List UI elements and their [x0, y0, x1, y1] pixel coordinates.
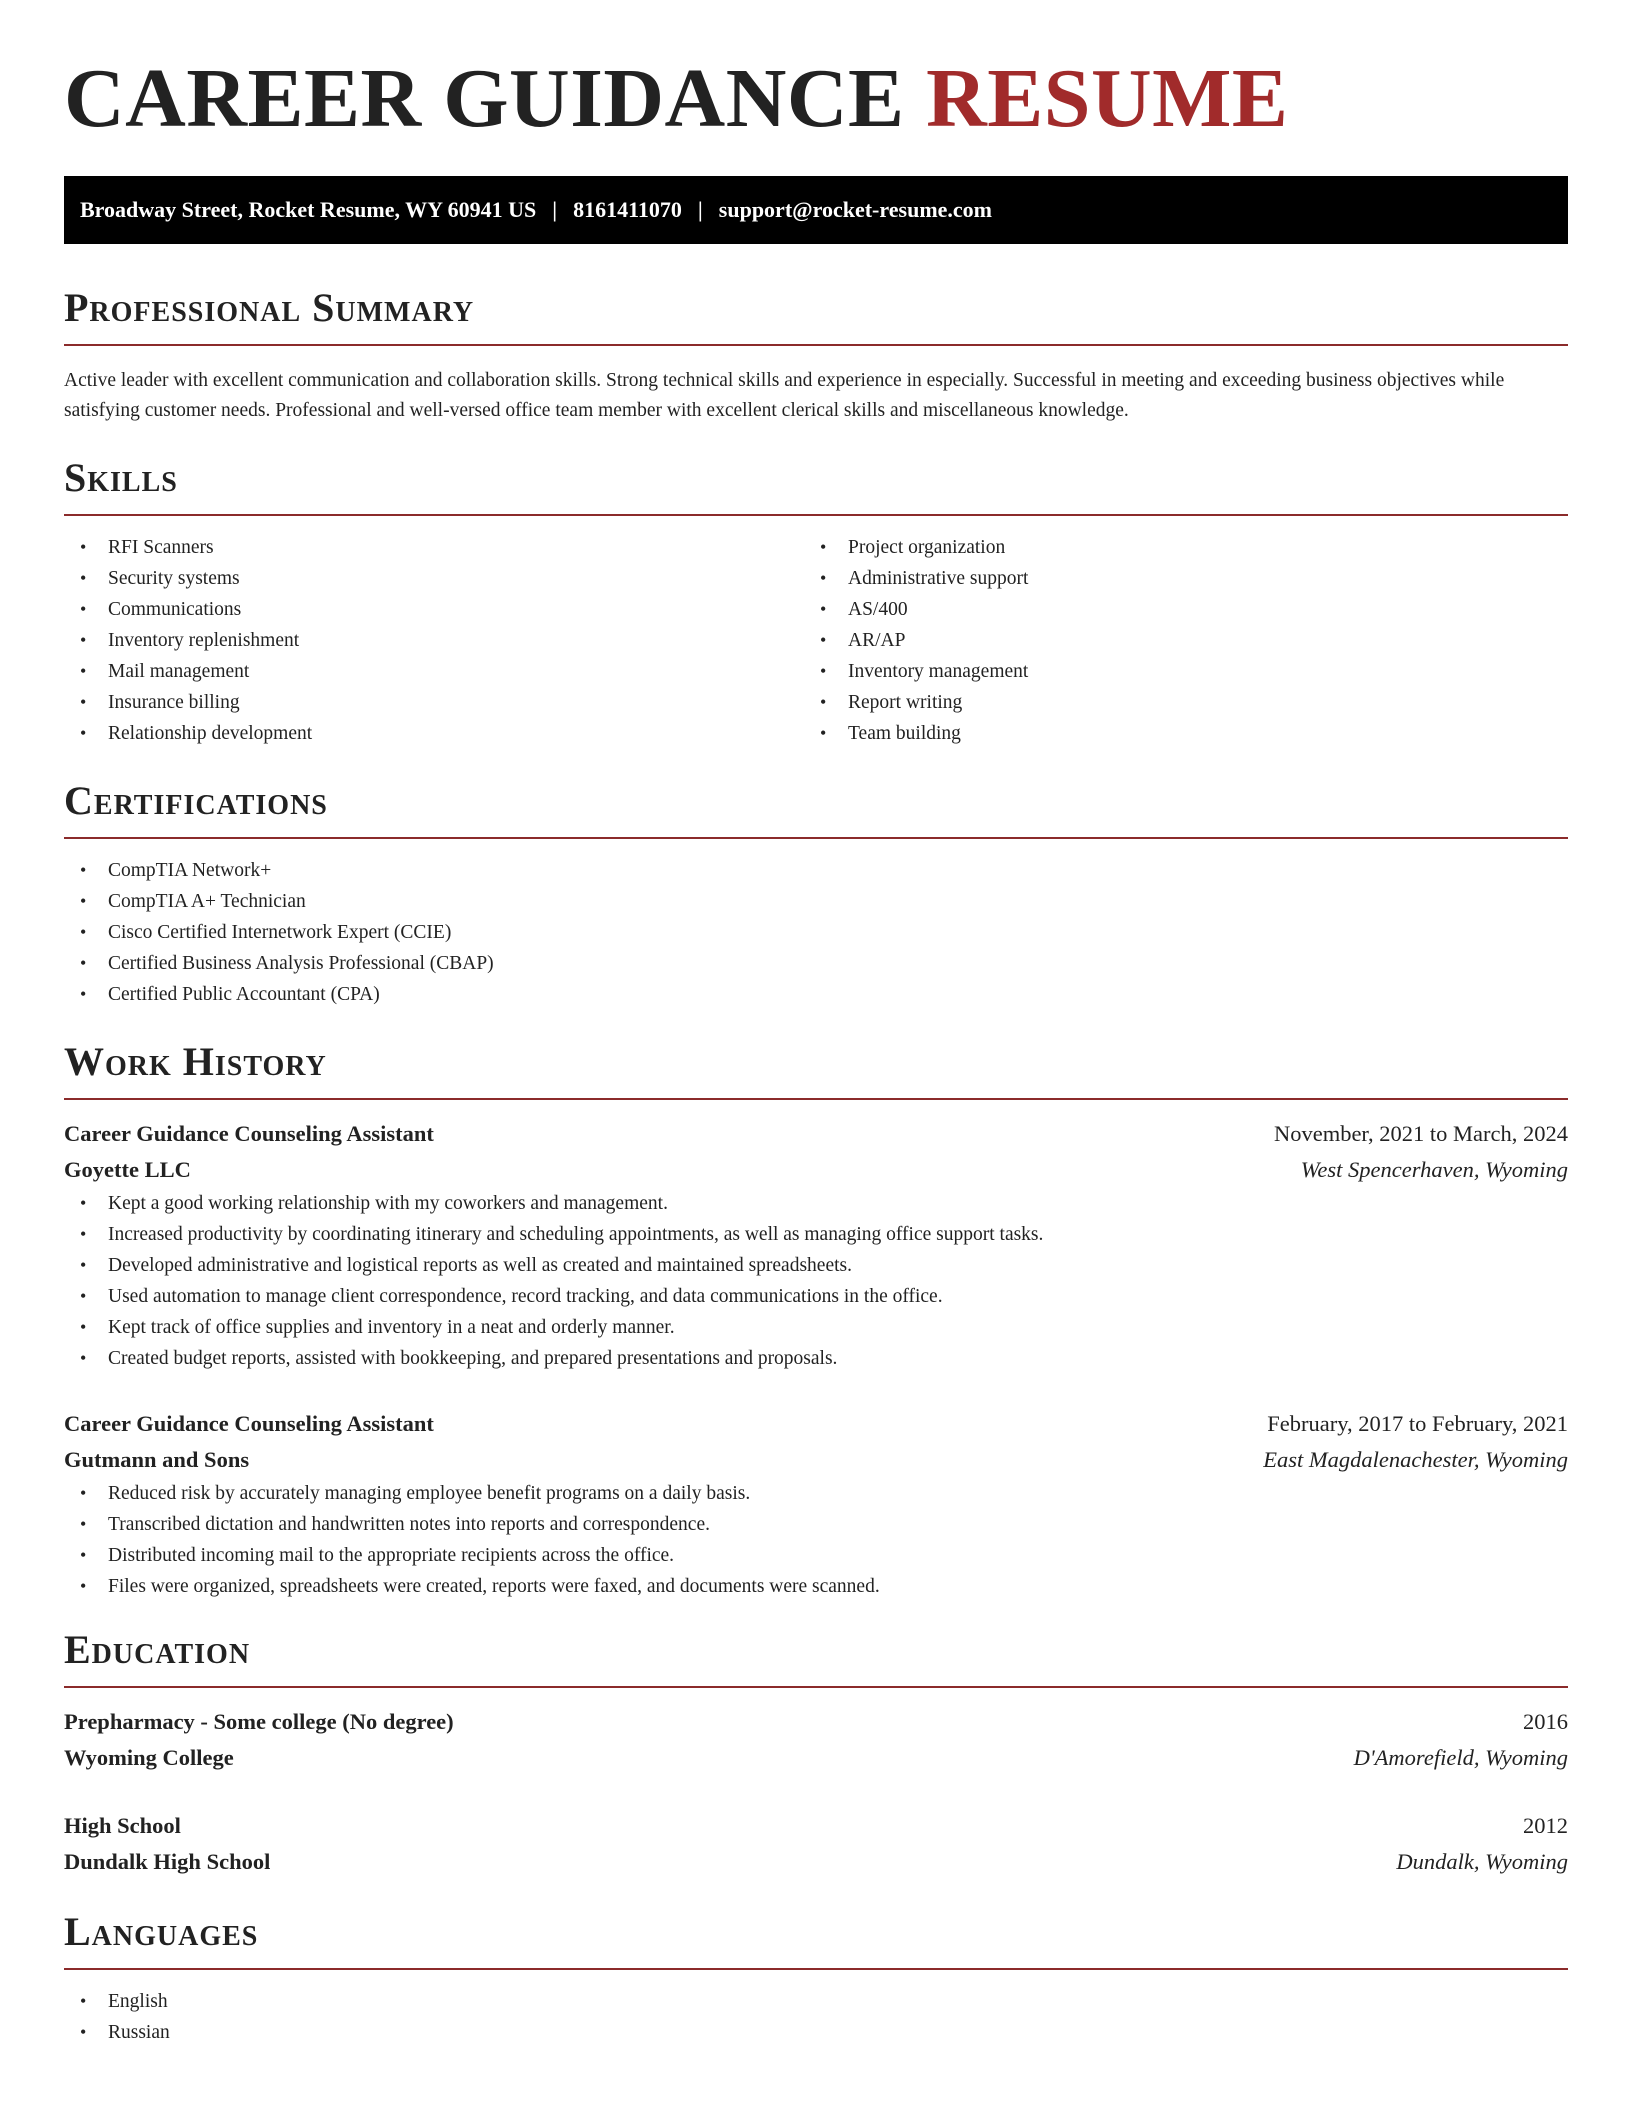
job-dates: February, 2017 to February, 2021 — [1267, 1411, 1568, 1436]
education-entry — [64, 1808, 1568, 1880]
skill-item: • Relationship development — [64, 718, 804, 749]
skill-item: • Mail management — [64, 656, 804, 687]
education-school: Wyoming College — [64, 1745, 234, 1770]
skills-list-right — [804, 532, 1544, 749]
skill-item: • Team building — [804, 718, 1544, 749]
job-header-row — [64, 1116, 1568, 1152]
job-location: West Spencerhaven, Wyoming — [1300, 1157, 1568, 1182]
section-heading-languages: Languages — [64, 1909, 259, 1954]
contact-separator: | — [697, 197, 703, 222]
summary-text: Active leader with excellent communication and collaboration skills. Strong technical skills and experience in especially. Successful in meeting and exceeding business objectives while satisfying customer needs. Professional and well-versed office team member with excellent clerical skills and miscellaneous knowledge. — [64, 370, 1505, 421]
education-location: D'Amorefield, Wyoming — [1353, 1745, 1568, 1770]
skill-item: • AS/400 — [804, 594, 1544, 625]
job-duty-item: • Reduced risk by accurately managing employee benefit programs on a daily basis. — [64, 1478, 1568, 1509]
job-duties-list — [64, 1188, 1568, 1374]
section-heading-skills: Skills — [64, 455, 178, 500]
education-school-row — [64, 1844, 1568, 1880]
certifications-section — [64, 778, 1568, 1010]
job-dates: November, 2021 to March, 2024 — [1273, 1121, 1568, 1146]
summary-section — [64, 285, 1568, 426]
contact-address: Broadway Street, Rocket Resume, WY 60941 US — [80, 197, 537, 222]
contact-phone: 8161411070 — [573, 197, 682, 222]
education-section — [64, 1627, 1568, 1880]
job-header-row — [64, 1406, 1568, 1442]
skill-item: • Security systems — [64, 563, 804, 594]
certification-item: • Certified Business Analysis Professional (CBAP) — [64, 948, 1568, 979]
contact-email: support@rocket-resume.com — [718, 197, 992, 222]
section-divider — [64, 514, 1568, 516]
section-heading-education: Education — [64, 1627, 251, 1672]
education-year: 2016 — [1523, 1709, 1568, 1734]
job-duty-item: • Transcribed dictation and handwritten notes into reports and correspondence. — [64, 1509, 1568, 1540]
skill-item: • Insurance billing — [64, 687, 804, 718]
section-divider — [64, 1968, 1568, 1970]
education-degree: Prepharmacy - Some college (No degree) — [64, 1709, 454, 1734]
skills-columns — [64, 532, 1568, 749]
languages-section — [64, 1909, 1568, 2048]
skill-item: • Report writing — [804, 687, 1544, 718]
certification-item: • Certified Public Accountant (CPA) — [64, 979, 1568, 1010]
contact-bar — [64, 176, 1568, 244]
section-heading-work-history: Work History — [64, 1039, 327, 1084]
language-item: • English — [64, 1986, 1568, 2017]
job-company: Goyette LLC — [64, 1157, 191, 1182]
skill-item: • Project organization — [804, 532, 1544, 563]
skill-item: • Administrative support — [804, 563, 1544, 594]
work-history-section — [64, 1039, 1568, 1602]
section-divider — [64, 1686, 1568, 1688]
section-divider — [64, 344, 1568, 346]
job-duty-item: • Kept track of office supplies and inventory in a neat and orderly manner. — [64, 1312, 1568, 1343]
skill-item: • Inventory replenishment — [64, 625, 804, 656]
certifications-list — [64, 855, 1568, 1010]
section-heading-summary: Professional Summary — [64, 285, 475, 330]
job-duty-item: • Used automation to manage client correspondence, record tracking, and data communications in the office. — [64, 1281, 1568, 1312]
languages-list — [64, 1986, 1568, 2048]
job-duty-item: • Distributed incoming mail to the appropriate recipients across the office. — [64, 1540, 1568, 1571]
job-company: Gutmann and Sons — [64, 1447, 250, 1472]
job-company-row — [64, 1152, 1568, 1188]
job-company-row — [64, 1442, 1568, 1478]
title-accent: RESUME — [926, 52, 1289, 145]
skills-section — [64, 455, 1568, 749]
job-title: Career Guidance Counseling Assistant — [64, 1411, 434, 1436]
education-entry — [64, 1704, 1568, 1776]
skill-item: • RFI Scanners — [64, 532, 804, 563]
skill-item: • AR/AP — [804, 625, 1544, 656]
job-duties-list — [64, 1478, 1568, 1602]
certification-item: • CompTIA A+ Technician — [64, 886, 1568, 917]
language-item: • Russian — [64, 2017, 1568, 2048]
job-duty-item: • Created budget reports, assisted with bookkeeping, and prepared presentations and proposals. — [64, 1343, 1568, 1374]
section-divider — [64, 837, 1568, 839]
job-entry — [64, 1406, 1568, 1602]
education-header-row — [64, 1808, 1568, 1844]
job-location: East Magdalenachester, Wyoming — [1263, 1447, 1568, 1472]
job-duty-item: • Developed administrative and logistical reports as well as created and maintained spreadsheets. — [64, 1250, 1568, 1281]
job-title: Career Guidance Counseling Assistant — [64, 1121, 434, 1146]
education-header-row — [64, 1704, 1568, 1740]
section-heading-certifications: Certifications — [64, 778, 328, 823]
contact-separator: | — [552, 197, 558, 222]
skills-list-left — [64, 532, 804, 749]
job-duty-item: • Kept a good working relationship with my coworkers and management. — [64, 1188, 1568, 1219]
job-entry — [64, 1116, 1568, 1374]
job-duty-item: • Files were organized, spreadsheets were created, reports were faxed, and documents were scanned. — [64, 1571, 1568, 1602]
resume-title — [64, 0, 1568, 145]
education-location: Dundalk, Wyoming — [1396, 1849, 1568, 1874]
certification-item: • Cisco Certified Internetwork Expert (CCIE) — [64, 917, 1568, 948]
skill-item: • Communications — [64, 594, 804, 625]
title-main: CAREER GUIDANCE — [64, 52, 905, 145]
section-divider — [64, 1098, 1568, 1100]
education-year: 2012 — [1523, 1813, 1568, 1838]
skill-item: • Inventory management — [804, 656, 1544, 687]
education-school-row — [64, 1740, 1568, 1776]
certification-item: • CompTIA Network+ — [64, 855, 1568, 886]
job-duty-item: • Increased productivity by coordinating itinerary and scheduling appointments, as well as managing office support tasks. — [64, 1219, 1568, 1250]
education-school: Dundalk High School — [64, 1849, 271, 1874]
education-degree: High School — [64, 1813, 181, 1838]
